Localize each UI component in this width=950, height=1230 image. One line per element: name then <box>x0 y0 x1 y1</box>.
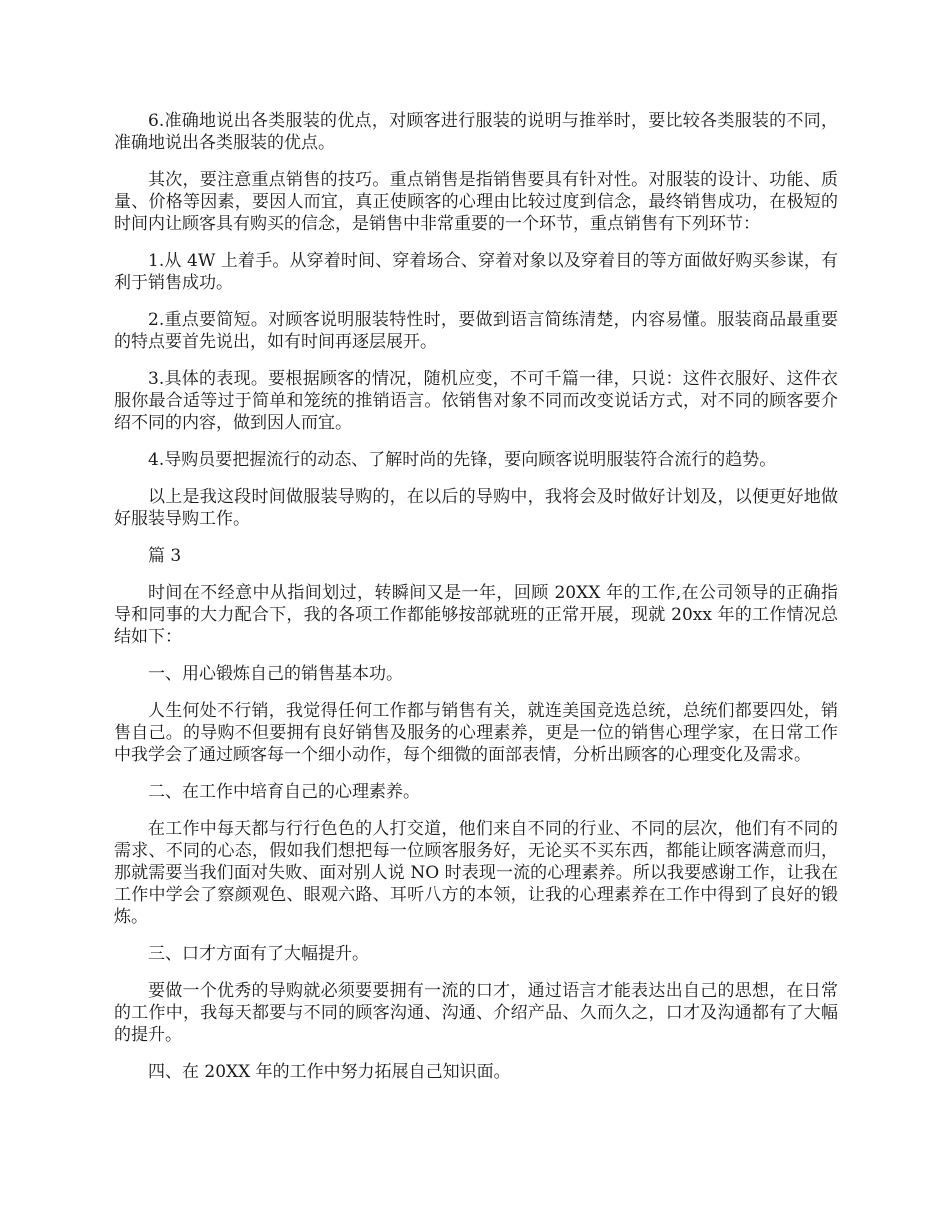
heading-eloquence: 三、口才方面有了大幅提升。 <box>148 944 369 964</box>
paragraph-point-2: 2.重点要简短。对顾客说明服装特性时，要做到语言简练清楚，内容易懂。服装商品最重要的特点要首先说出，如有时间再逐层展开。 <box>114 310 838 352</box>
paragraph-intro: 时间在不经意中从指间划过，转瞬间又是一年，回顾 20XX 年的工作,在公司领导的正确指导和同事的大力配合下，我的各项工作都能够按部就班的正常开展，现就 20xx 年的工作情况总结如下： <box>114 583 838 647</box>
paragraph-point-4: 4.导购员要把握流行的动态、了解时尚的先锋，要向顾客说明服装符合流行的趋势。 <box>148 450 777 470</box>
paragraph-eloquence: 要做一个优秀的导购就必须要要拥有一流的口才，通过语言才能表达出自己的思想，在日常的工作中，我每天都要与不同的顾客沟通、沟通、介绍产品、久而久之，口才及沟通都有了大幅的提升。 <box>114 981 838 1045</box>
section-heading-part-3: 篇 3 <box>148 546 182 566</box>
paragraph-key-selling: 其次，要注意重点销售的技巧。重点销售是指销售要具有针对性。对服装的设计、功能、质量、价格等因素，要因人而宜，真正使顾客的心理由比较过度到信念，最终销售成功，在极短的时间内让顾客具有购买的信念，是销售中非常重要的一个环节，重点销售有下列环节： <box>114 170 838 234</box>
paragraph-point-6: 6.准确地说出各类服装的优点，对顾客进行服装的说明与推举时，要比较各类服装的不同，准确地说出各类服装的优点。 <box>114 111 838 153</box>
heading-knowledge: 四、在 20XX 年的工作中努力拓展自己知识面。 <box>148 1062 511 1082</box>
paragraph-sales-skills: 人生何处不行销，我觉得任何工作都与销售有关，就连美国竞选总统，总统们都要四处，销售自己。的导购不但要拥有良好销售及服务的心理素养，更是一位的销售心理学家，在日常工作中我学会了通过顾客每一个细小动作，每个细微的面部表情，分析出顾客的心理变化及需求。 <box>114 701 838 765</box>
paragraph-conclusion: 以上是我这段时间做服装导购的，在以后的导购中，我将会及时做好计划及，以便更好地做好服装导购工作。 <box>114 487 838 529</box>
paragraph-point-1: 1.从 4W 上着手。从穿着时间、穿着场合、穿着对象以及穿着目的等方面做好购买参谋，有利于销售成功。 <box>114 251 838 293</box>
document-body <box>114 110 838 1098</box>
paragraph-psychology: 在工作中每天都与行行色色的人打交道，他们来自不同的行业、不同的层次，他们有不同的需求、不同的心态，假如我们想把每一位顾客服务好，无论买不买东西，都能让顾客满意而归，那就需要当我们面对失败、面对别人说 NO 时表现一流的心理素养。所以我要感谢工作，让我在工作中学会了察颜观色、眼观六路、耳听八方的本领，让我的心理素养在工作中得到了良好的锻炼。 <box>114 819 838 927</box>
heading-sales-skills: 一、用心锻炼自己的销售基本功。 <box>148 664 403 684</box>
heading-psychology: 二、在工作中培育自己的心理素养。 <box>148 782 420 802</box>
paragraph-point-3: 3.具体的表现。要根据顾客的情况，随机应变，不可千篇一律，只说：这件衣服好、这件衣服你最合适等过于简单和笼统的推销语言。依销售对象不同而改变说话方式，对不同的顾客要介绍不同的内容，做到因人而宜。 <box>114 369 838 433</box>
